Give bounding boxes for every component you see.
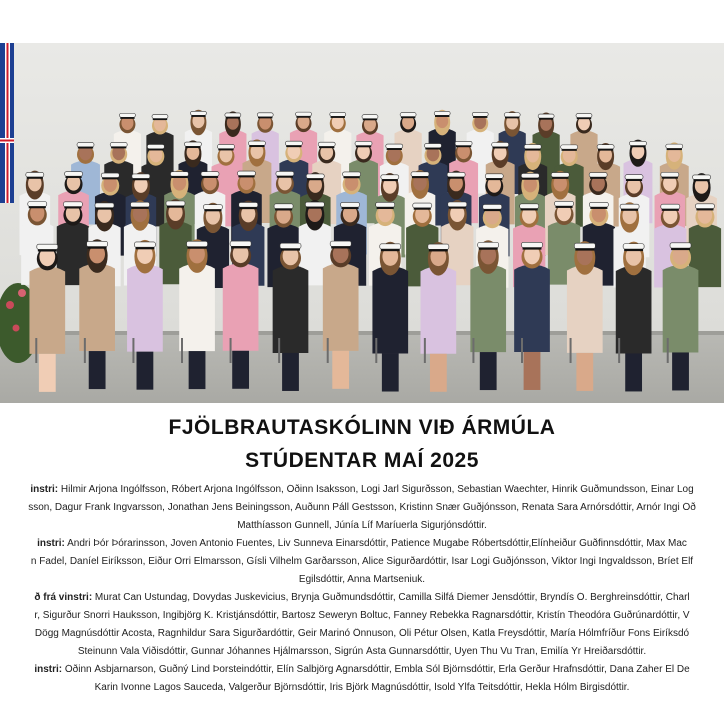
chair-leg [424, 338, 426, 363]
student-cap-icon [666, 144, 683, 148]
student-cap-visor [296, 116, 310, 118]
student-legs [480, 352, 497, 390]
student-cap-icon [623, 244, 644, 249]
name-row [0, 574, 724, 586]
name-row [0, 610, 724, 622]
student-cap-visor [429, 249, 448, 251]
student-cap-visor [286, 145, 301, 147]
student-cap-visor [131, 207, 148, 209]
chair-leg [667, 338, 669, 363]
student-cap-icon [132, 174, 150, 179]
student-cap-icon [341, 202, 360, 207]
name-row [0, 484, 724, 496]
student-cap-visor [381, 249, 400, 251]
student-cap-visor [331, 116, 345, 118]
student-cap-icon [521, 173, 539, 178]
student-cap-visor [188, 247, 207, 249]
student-cap-visor [240, 207, 257, 209]
chair-leg [181, 338, 183, 363]
student-cap-visor [484, 209, 501, 211]
student-cap-visor [382, 179, 398, 181]
student-cap-visor [78, 147, 93, 149]
student-cap-icon [524, 145, 541, 149]
student-cap-visor [306, 207, 323, 209]
student-cap-visor [27, 177, 43, 179]
student-body [567, 265, 603, 353]
name-row [0, 628, 724, 640]
row-text: Dögg Magnúsdóttir Acosta, Ragnhildur Sara Sigurðardóttir, Geir Marinó Önnuson, Óli Pétur Olsen, Katla Freysdóttir, María Hólmfríður Fons Eiríksdó [34, 628, 690, 639]
student-cap-visor [231, 246, 250, 248]
student-legs [625, 353, 642, 391]
student-cap-icon [95, 203, 114, 208]
student-legs [672, 352, 689, 390]
student-legs [282, 353, 299, 391]
student-body [323, 263, 359, 351]
student-cap-visor [153, 119, 167, 121]
student-cap-visor [387, 148, 402, 150]
student-cap-icon [555, 201, 574, 206]
student-cap-icon [589, 173, 607, 178]
student-body [179, 263, 215, 351]
student-cap-visor [64, 207, 81, 209]
student-cap-icon [306, 174, 324, 179]
student-cap-visor [539, 118, 553, 120]
student-cap-icon [26, 172, 44, 177]
chair-leg [84, 338, 86, 363]
student-body [273, 265, 309, 353]
student-cap-icon [589, 202, 608, 207]
student-cap-visor [38, 249, 57, 251]
student-cap-visor [505, 117, 519, 119]
name-row [0, 646, 724, 658]
student-cap-visor [630, 146, 645, 148]
student-cap-icon [147, 144, 164, 148]
name-row [0, 520, 724, 532]
student-cap-icon [380, 244, 401, 249]
student-cap-icon [330, 241, 351, 246]
student-cap-visor [590, 177, 606, 179]
student-cap-icon [296, 112, 312, 116]
student-cap-visor [577, 118, 591, 120]
student-cap-icon [483, 204, 502, 209]
student-cap-visor [486, 178, 502, 180]
student-cap-icon [576, 114, 592, 118]
student-cap-icon [661, 172, 679, 177]
school-name: FJÖLBRAUTASKÓLINN VIÐ ÁRMÚLA [168, 416, 556, 439]
student-cap-icon [134, 242, 155, 247]
student-cap-visor [671, 248, 690, 250]
student-legs [430, 354, 447, 392]
student-body [514, 264, 550, 352]
student-body [421, 266, 457, 354]
student-cap-visor [575, 248, 594, 250]
student-cap-visor [356, 146, 371, 148]
student-legs [576, 353, 593, 391]
student-cap-visor [525, 149, 540, 151]
student-cap-visor [204, 209, 221, 211]
student-cap-icon [285, 141, 302, 145]
chair-leg [35, 338, 37, 363]
student-cap-icon [330, 112, 346, 116]
student-cap-icon [620, 204, 639, 209]
chair-leg [230, 338, 232, 363]
student-cap-visor [331, 246, 350, 248]
student-cap-icon [37, 244, 58, 249]
student-cap-visor [412, 176, 428, 178]
student-cap-visor [662, 209, 679, 211]
student-cap-icon [318, 142, 335, 146]
row-text: Egilsdóttir, Anna Martseniuk. [298, 574, 426, 585]
student-legs [382, 354, 399, 392]
student-cap-icon [386, 144, 403, 148]
student-cap-icon [119, 113, 135, 117]
student-cap-visor [202, 176, 218, 178]
student-cap-icon [190, 111, 206, 115]
student-cap-visor [435, 115, 449, 117]
student-cap-icon [413, 203, 432, 208]
student-cap-visor [522, 178, 538, 180]
student-cap-visor [521, 209, 538, 211]
student-cap-visor [456, 146, 471, 148]
student-cap-icon [625, 175, 643, 180]
name-row [0, 538, 724, 550]
student-cap-icon [152, 115, 168, 119]
student-cap-icon [455, 141, 472, 145]
student-cap-icon [492, 143, 509, 147]
name-row [0, 592, 724, 604]
student-cap-icon [28, 202, 47, 207]
student-cap-visor [343, 176, 359, 178]
student-cap-visor [29, 206, 46, 208]
row-label: instri: [30, 484, 59, 495]
student-cap-visor [281, 249, 300, 251]
group-photo-graphic [0, 43, 724, 403]
student-cap-icon [201, 172, 219, 177]
chair-leg [327, 338, 329, 363]
row-label: instri: [34, 664, 63, 675]
student-cap-icon [170, 172, 188, 177]
student-cap-icon [131, 202, 150, 207]
student-cap-visor [363, 119, 377, 121]
student-cap-visor [96, 208, 113, 210]
student-cap-visor [191, 115, 205, 117]
name-row [0, 556, 724, 568]
student-cap-visor [133, 178, 149, 180]
row-label: instri: [37, 538, 65, 549]
student-cap-icon [428, 244, 449, 249]
student-cap-icon [376, 202, 395, 207]
student-cap-visor [319, 146, 334, 148]
student-cap-icon [424, 144, 441, 148]
student-cap-icon [77, 143, 94, 147]
chair-leg [472, 338, 474, 363]
student-cap-icon [478, 242, 499, 247]
student-cap-icon [237, 171, 255, 176]
student-cap-icon [230, 241, 251, 246]
student-cap-icon [400, 113, 416, 117]
student-cap-visor [448, 177, 464, 179]
student-cap-visor [277, 176, 293, 178]
student-cap-visor [238, 176, 254, 178]
student-cap-icon [101, 173, 119, 178]
chair-leg [618, 338, 620, 363]
student-cap-icon [597, 145, 614, 149]
student-cap-visor [523, 248, 542, 250]
row-text: Murat Can Ustundag, Dovydas Juskevicius, Brynja Guðmundsdóttir, Camilla Silfá Diemer Jensdóttir, Bryndís Ó. Berghreinsdóttir, Charl [92, 592, 690, 603]
student-cap-visor [667, 148, 682, 150]
chair-leg [521, 338, 523, 363]
student-cap-icon [184, 142, 201, 146]
row-text: Hilmir Arjona Ingólfsson, Róbert Arjona Ingólfsson, Óðinn Ísaksson, Logi Jarl Sigurðsson, Sebastian Waechter, Hinrik Guðmundsson, Einar Log [58, 484, 694, 495]
row-label: ð frá vinstri: [34, 592, 93, 603]
graduation-title: STÚDENTAR MAÍ 2025 [245, 449, 479, 472]
student-cap-visor [185, 146, 200, 148]
student-cap-icon [561, 145, 578, 149]
student-cap-visor [401, 117, 415, 119]
student-cap-icon [693, 175, 711, 180]
student-cap-visor [135, 247, 154, 249]
student-cap-visor [425, 148, 440, 150]
name-row [0, 682, 724, 694]
student-cap-visor [493, 147, 508, 149]
student-cap-icon [203, 205, 222, 210]
student-cap-visor [552, 177, 568, 179]
student-cap-visor [626, 179, 642, 181]
student-cap-icon [504, 113, 520, 117]
student-cap-icon [448, 202, 467, 207]
chair-leg [278, 338, 280, 363]
student-body [29, 266, 65, 354]
row-text: Karin Ivonne Lagos Sauceda, Valgerður Björnsdóttir, Íris Björk Magnúsdóttir, Ísold Ylfa Teitsdóttir, Hekla Hólm Birgisdóttir. [94, 682, 630, 693]
student-cap-icon [411, 172, 429, 177]
student-cap-visor [171, 176, 187, 178]
student-cap-icon [472, 112, 488, 116]
student-cap-icon [110, 142, 127, 146]
student-cap-visor [479, 248, 498, 250]
chair-leg [570, 338, 572, 363]
row-text: Andri Þór Þórarinsson, Joven Antonio Fuentes, Liv Sunneva Einarsdóttir, Patience Mugabe Róbertsdóttir,Elínheiður Guðfinnsdóttir, Max Mac [64, 538, 687, 549]
student-body [616, 266, 652, 354]
student-cap-visor [258, 117, 272, 119]
student-body [127, 264, 163, 352]
student-cap-icon [485, 174, 503, 179]
student-cap-icon [381, 175, 399, 180]
row-text: n Fadel, Daníel Eiríksson, Eiður Orri Elmarsson, Gísli Vilhelm Garðarsson, Alice Sigurðardóttir, Ísar Logi Guðjónsson, Viktor Ingi Ingvaldsson, Bríet Elf [30, 556, 694, 567]
row-text: Óðinn Ásbjarnarson, Guðný Lind Þorsteindóttir, Elín Salbjörg Agnarsdóttir, Embla Sól Björnsdóttir, Erla Gerður Hrafnsdóttir, Dana Zaher El De [62, 664, 690, 675]
student-cap-icon [63, 202, 82, 207]
name-row [0, 664, 724, 676]
student-cap-icon [574, 243, 595, 248]
student-legs [39, 354, 56, 392]
chair-leg [132, 338, 134, 363]
student-cap-visor [218, 149, 233, 151]
student-legs [137, 352, 154, 390]
student-cap-icon [551, 173, 569, 178]
student-cap-icon [276, 171, 294, 176]
row-text: r, Sigurður Snorri Hauksson, Ingibjörg K. Kristjánsdóttir, Bartosz Seweryn Boltuc, Fanney Rebekka Ragnarsdóttir, Kristín Theodóra Guðrúnardóttir, V [34, 610, 690, 621]
student-cap-visor [555, 206, 572, 208]
student-cap-icon [87, 241, 108, 246]
chair-leg [375, 338, 377, 363]
student-cap-icon [280, 243, 301, 248]
student-body [79, 263, 115, 351]
student-cap-visor [307, 178, 323, 180]
student-cap-icon [274, 204, 293, 209]
student-cap-icon [239, 202, 258, 207]
student-cap-icon [166, 201, 185, 206]
student-cap-visor [598, 149, 613, 151]
student-cap-visor [621, 209, 638, 211]
student-cap-icon [695, 204, 714, 209]
student-cap-visor [120, 117, 134, 119]
student-cap-visor [693, 179, 709, 181]
student-cap-visor [449, 207, 466, 209]
name-row [0, 502, 724, 514]
student-cap-visor [249, 145, 264, 147]
student-cap-visor [414, 208, 431, 210]
student-cap-visor [590, 207, 607, 209]
student-cap-icon [248, 141, 265, 145]
student-cap-icon [225, 113, 241, 117]
student-cap-visor [275, 209, 292, 211]
flag-icon [0, 43, 14, 203]
row-text: sson, Dagur Frank Ingvarsson, Jonathan Jens Beiningsson, Auðunn Páll Gestsson, Kristinn Snær Guðjónsson, Renata Sara Arnórsdóttir, Arnór Ingi Óð [28, 502, 696, 513]
student-body [470, 264, 506, 352]
student-cap-visor [167, 206, 184, 208]
row-text: Matthíasson Gunnell, Júnía Líf Maríuerla Sigurjónsdóttir. [237, 520, 487, 531]
student-cap-visor [102, 178, 118, 180]
student-cap-visor [148, 149, 163, 151]
student-cap-visor [341, 207, 358, 209]
student-cap-visor [377, 207, 394, 209]
student-cap-icon [520, 204, 539, 209]
student-cap-icon [522, 242, 543, 247]
student-legs [232, 351, 249, 389]
student-cap-visor [696, 209, 713, 211]
student-cap-visor [226, 117, 240, 119]
student-cap-icon [434, 111, 450, 115]
student-cap-visor [88, 247, 107, 249]
student-cap-icon [670, 243, 691, 248]
student-cap-icon [257, 113, 273, 117]
student-cap-icon [362, 115, 378, 119]
student-cap-visor [473, 116, 487, 118]
student-cap-icon [538, 114, 554, 118]
student-cap-visor [65, 176, 81, 178]
student-cap-icon [217, 144, 234, 148]
student-legs [89, 351, 106, 389]
student-cap-visor [111, 147, 126, 149]
student-cap-visor [624, 249, 643, 251]
student-cap-visor [562, 149, 577, 151]
student-cap-visor [662, 177, 678, 179]
row-text: Steinunn Vala Viðisdóttir, Gunnar Jóhannes Hjálmarsson, Sigrún Ásta Gunnarsdóttir, Uyen Thu Vu Tran, Emilía Ýr Hreiðarsdóttir. [77, 646, 647, 657]
student-cap-icon [305, 202, 324, 207]
student-cap-icon [629, 141, 646, 145]
student-legs [524, 352, 541, 390]
student-cap-icon [355, 141, 372, 145]
student-cap-icon [187, 241, 208, 246]
student-body [372, 266, 408, 354]
student-cap-icon [447, 172, 465, 177]
student-cap-icon [65, 172, 83, 177]
student-legs [189, 351, 206, 389]
student-legs [332, 351, 349, 389]
student-body [223, 263, 259, 351]
group-photo [0, 43, 724, 403]
student-cap-icon [343, 172, 361, 177]
student-cap-icon [661, 204, 680, 209]
